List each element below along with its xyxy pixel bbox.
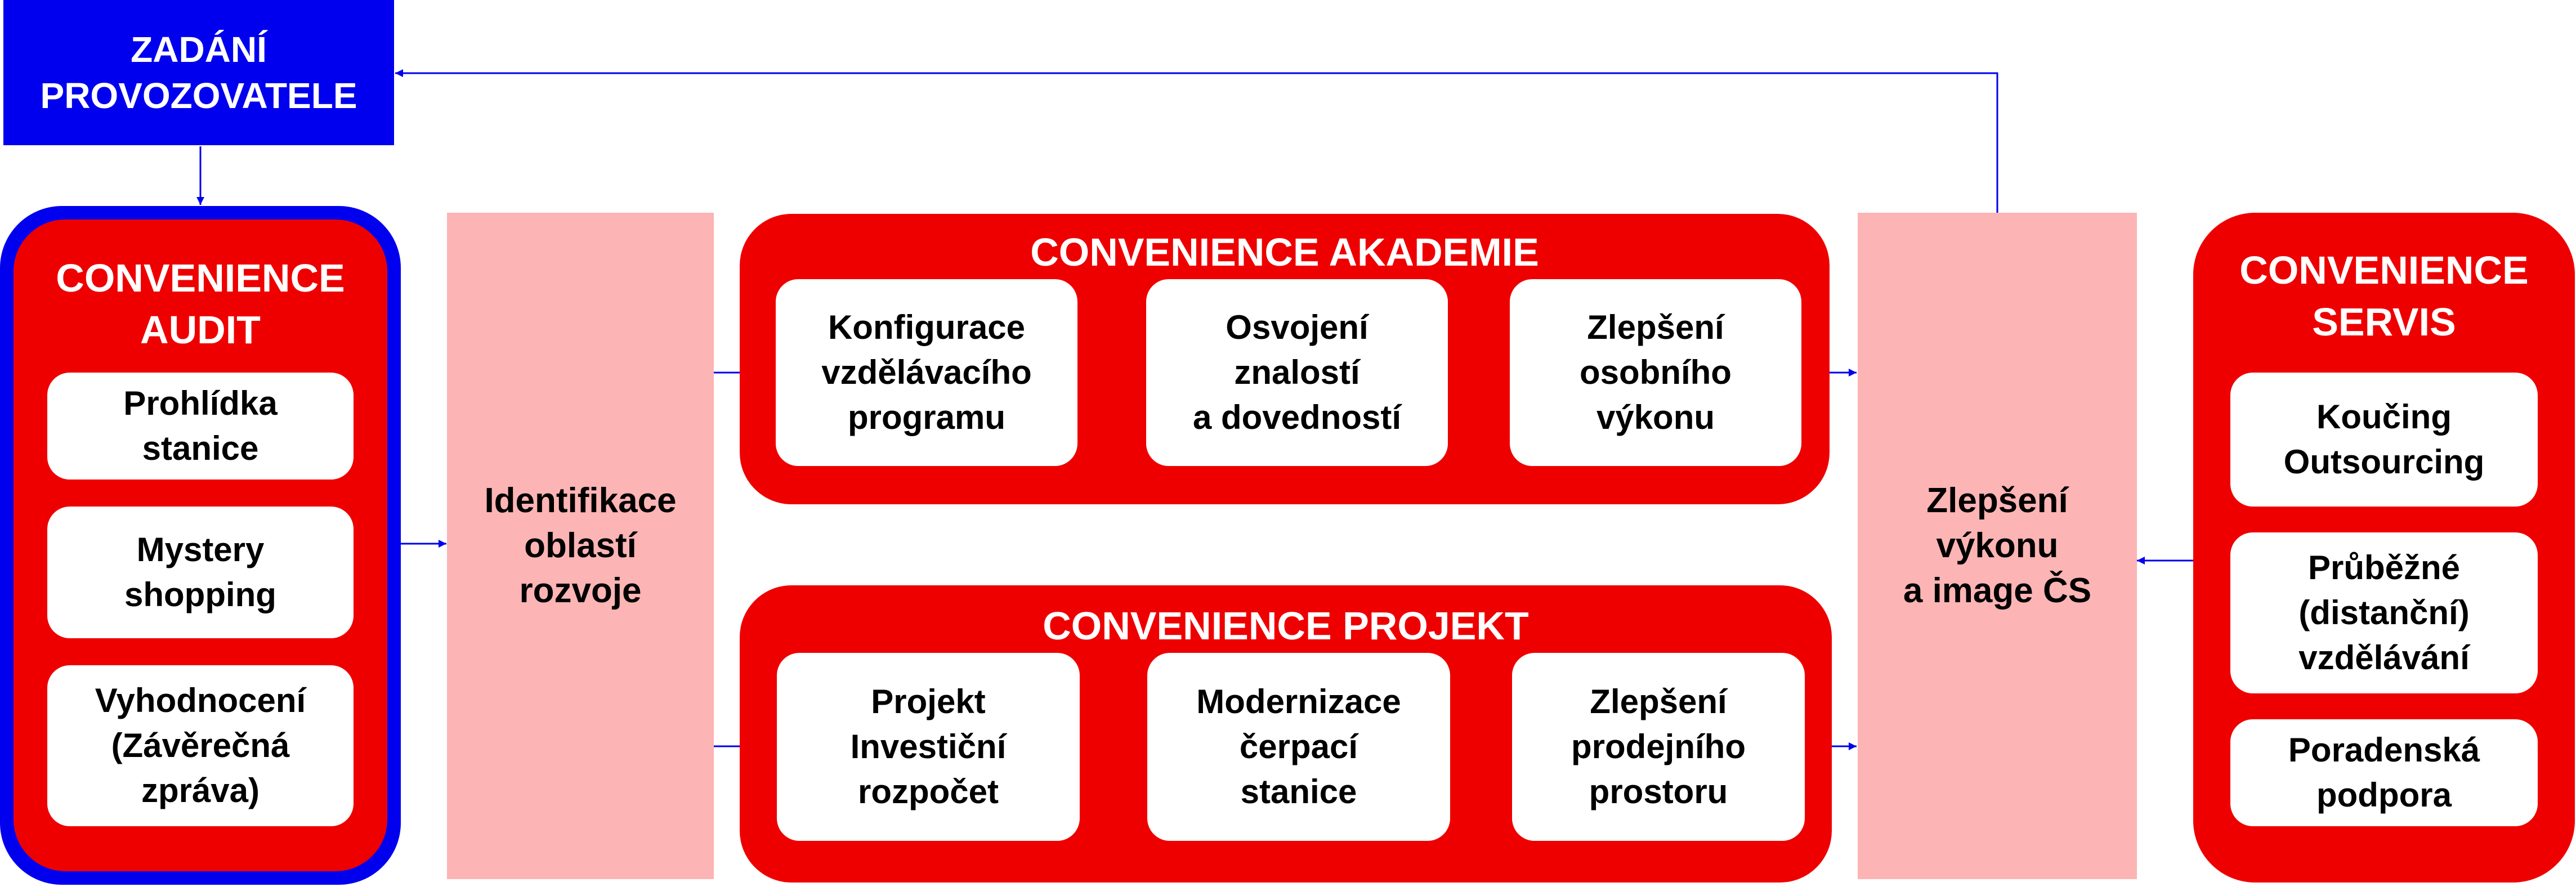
audit-item-prohlidka: Prohlídka stanice <box>47 373 354 480</box>
projekt-title: CONVENIENCE PROJEKT <box>1043 604 1529 648</box>
servis-item-poradenska: Poradenská podpora <box>2230 719 2538 826</box>
zadani-label: ZADÁNÍ PROVOZOVATELE <box>40 29 357 116</box>
arrow-feedback-to-zadani <box>395 73 1997 213</box>
identifikace-column <box>447 213 714 879</box>
audit-title: CONVENIENCE AUDIT <box>56 256 345 352</box>
zadani-provozovatele-box <box>3 0 394 145</box>
audit-item-vyhodnoceni: Vyhodnocení (Závěrečná zpráva) <box>47 665 354 826</box>
akademie-item-zlepseni: Zlepšení osobního výkonu <box>1510 279 1801 466</box>
zlepseni-column <box>1858 213 2137 879</box>
akademie-item-osvojeni: Osvojení znalostí a dovedností <box>1146 279 1448 466</box>
servis-item-prubezne: Průběžné (distanční) vzdělávání <box>2230 532 2538 693</box>
servis-item-koucing: Koučing Outsourcing <box>2230 373 2538 507</box>
servis-title: CONVENIENCE SERVIS <box>2239 248 2529 344</box>
projekt-item-rozpocet: Projekt Investiční rozpočet <box>777 653 1080 841</box>
akademie-title: CONVENIENCE AKADEMIE <box>1030 230 1539 274</box>
akademie-item-konfigurace: Konfigurace vzdělávacího programu <box>776 279 1077 466</box>
identifikace-label: Identifikace oblastí rozvoje <box>484 481 677 610</box>
projekt-item-prostor: Zlepšení prodejního prostoru <box>1512 653 1805 841</box>
projekt-item-modernizace: Modernizace čerpací stanice <box>1147 653 1450 841</box>
zlepseni-label: Zlepšení výkonu a image ČS <box>1903 481 2092 610</box>
audit-item-mystery: Mystery shopping <box>47 507 354 638</box>
